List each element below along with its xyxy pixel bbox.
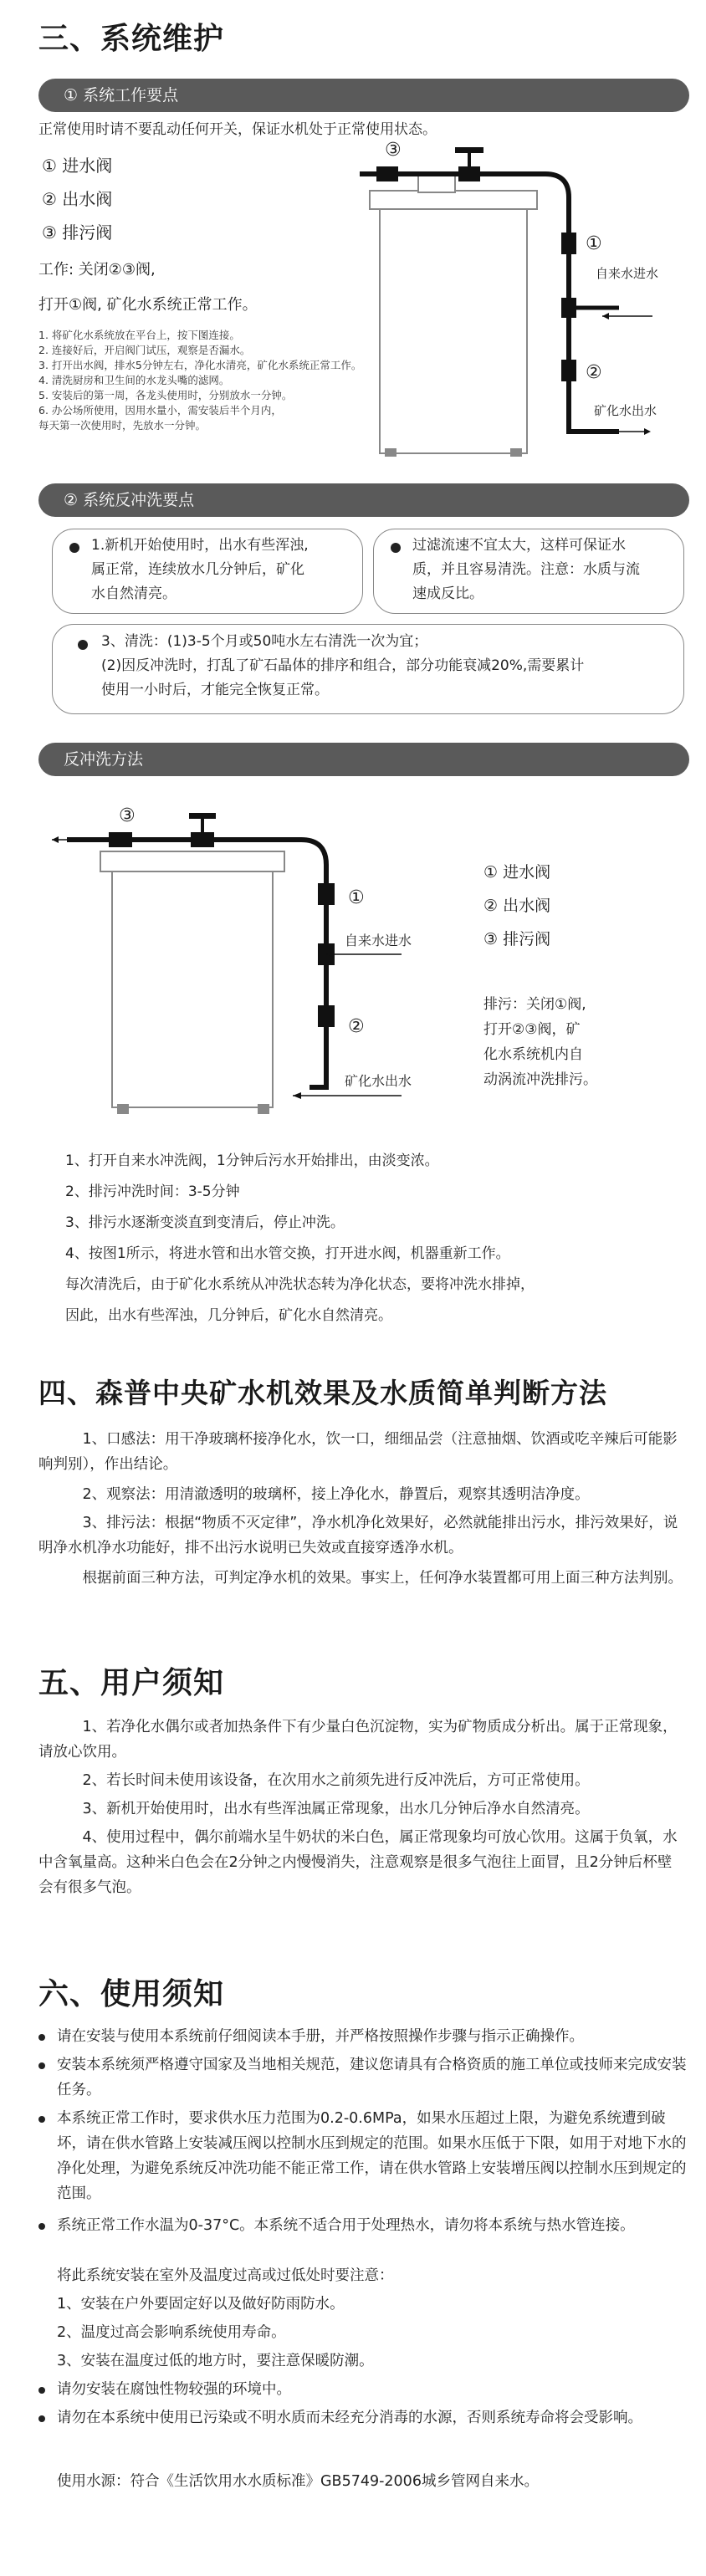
line: 排污：关闭①阀, — [483, 996, 586, 1013]
bullet-dot — [38, 2034, 45, 2041]
section-4-para-3: 3、排污法：根据“物质不灭定律”，净水机净化效果好，必然就能排出污水，排污效果好，说明净水机净水功能好，排不出污水说明已失效或直接穿透净水机。 — [38, 1515, 678, 1556]
section-bar-backwash-method — [38, 743, 689, 776]
section-5-para-4: 4、使用过程中，偶尔前端水呈牛奶状的米白色，属正常现象均可放心饮用。这属于负氧，水中含氧量高。这种米白色会在2分钟之内慢慢消失，注意观察是很多气泡往上面冒，且2分钟后杯壁会有很多气泡。 — [38, 1829, 678, 1896]
notice-item-4 — [38, 2213, 691, 2238]
notice-text: 系统正常工作水温为0-37°C。本系统不适合用于处理热水，请勿将本系统与热水管连接。 — [57, 2217, 635, 2234]
diagram1-label-1: ① — [586, 233, 602, 254]
tank-illustration — [100, 851, 284, 1114]
line: 过滤流速不宜太大，这样可保证水 — [412, 537, 626, 554]
top-valve — [458, 166, 480, 181]
line: 使用一小时后，才能完全恢复正常。 — [101, 682, 329, 698]
bullet-dot — [38, 2062, 45, 2069]
inlet-valve — [561, 233, 576, 254]
bar-label: ① 系统工作要点 — [64, 86, 179, 105]
drain-valve — [376, 166, 398, 181]
drain-valve — [109, 832, 132, 847]
notice-item-6 — [38, 2405, 691, 2430]
notice-subline-2: 1、安装在户外要固定好以及做好防雨防水。 — [57, 2296, 345, 2313]
note-box-2-text — [412, 534, 640, 606]
bullet-dot — [78, 640, 88, 650]
section-5-para-3: 3、新机开始使用时，出水有些浑浊属正常现象，出水几分钟后净水自然清亮。 — [82, 1801, 590, 1817]
line: 水自然清亮。 — [91, 585, 176, 602]
tank-illustration — [370, 172, 537, 457]
section-5-title: 五、用户须知 — [38, 1666, 225, 1700]
line: 打开②③阀，矿 — [483, 1021, 581, 1038]
diagram2-label-2: ② — [348, 1016, 365, 1037]
bullet-dot — [69, 543, 79, 553]
notice-text: 请勿安装在腐蚀性物较强的环境中。 — [57, 2381, 291, 2398]
diagram1-label-2: ② — [586, 362, 602, 383]
drain-instructions — [483, 992, 597, 1092]
section-4-title: 四、森普中央矿水机效果及水质简单判断方法 — [38, 1377, 607, 1409]
line: 化水系统机内自 — [483, 1046, 583, 1063]
line: 3、排污水逐渐变淡直到变清后，停止冲洗。 — [65, 1214, 345, 1231]
section-6-title: 六、使用须知 — [38, 1977, 225, 2011]
line: 3、清洗：(1)3-5个月或50吨水左右清洗一次为宜； — [101, 633, 428, 650]
work-line-2: 打开①阀, 矿化水系统正常工作。 — [38, 296, 258, 314]
diagram2-label-1: ① — [348, 887, 365, 908]
line: 1.新机开始使用时，出水有些浑浊, — [91, 537, 309, 554]
intro-text: 正常使用时请不要乱动任何开关，保证水机处于正常使用状态。 — [38, 121, 437, 138]
step-7: 每天第一次使用时，先放水一分钟。 — [38, 419, 207, 432]
system-diagram-1 — [351, 125, 703, 460]
section-5-para-1: 1、若净化水偶尔或者加热条件下有少量白色沉淀物，实为矿物质成分析出。属于正常现象，请放心饮用。 — [38, 1719, 678, 1761]
notice-text: 安装本系统须严格遵守国家及当地相关规范，建议您请具有合格资质的施工单位或技师来完成安装任务。 — [57, 2057, 687, 2098]
valve2-label-3: ③ 排污阀 — [483, 930, 551, 948]
valve-label-3: ③ 排污阀 — [42, 222, 113, 243]
outlet-valve — [318, 1005, 335, 1027]
diagram1-inlet-label: 自来水进水 — [596, 266, 659, 281]
water-source-note: 使用水源：符合《生活饮用水水质标准》GB5749-2006城乡管网自来水。 — [57, 2473, 539, 2490]
section-3-title: 三、系统维护 — [38, 22, 225, 56]
line: 4、按图1所示，将进水管和出水管交换，打开进水阀，机器重新工作。 — [65, 1245, 510, 1262]
line: 速成反比。 — [412, 585, 483, 602]
notice-subline-3: 2、温度过高会影响系统使用寿命。 — [57, 2324, 286, 2341]
step-6: 6. 办公场所使用，因用水量小，需安装后半个月内， — [38, 404, 282, 417]
notice-text: 本系统正常工作时，要求供水压力范围为0.2-0.6MPa，如果水压超过上限，为避免系统遭到破坏，请在供水管路上安装减压阀以控制水压到规定的范围。如果水压低于下限，如用于对地下水的净化处理，为避免系统反冲洗功能不能正常工作，请在供水管路上安装增压阀以控制水压到规定的范围。 — [57, 2110, 687, 2202]
bar-label: ② 系统反冲洗要点 — [64, 491, 195, 509]
top-valve — [191, 832, 214, 847]
system-diagram-2 — [50, 786, 443, 1121]
line: 1、打开自来水冲洗阀，1分钟后污水开始排出，由淡变浓。 — [65, 1153, 439, 1169]
line: 质，并且容易清洗。注意：水质与流 — [412, 561, 640, 578]
diagram1-label-3: ③ — [385, 140, 402, 161]
valve2-label-2: ② 出水阀 — [483, 897, 551, 915]
bullet-dot — [38, 2415, 45, 2422]
valve-label-1: ① 进水阀 — [42, 156, 113, 176]
bar-label: 反冲洗方法 — [64, 750, 144, 769]
notice-text: 请在安装与使用本系统前仔细阅读本手册，并严格按照操作步骤与指示正确操作。 — [57, 2028, 584, 2045]
bullet-dot — [391, 543, 401, 553]
notice-item-1 — [38, 2024, 691, 2049]
backwash-steps — [65, 1146, 535, 1331]
section-4-para-2: 2、观察法：用清澈透明的玻璃杯，接上净化水，静置后，观察其透明洁净度。 — [82, 1486, 590, 1503]
diagram2-outlet-label: 矿化水出水 — [345, 1073, 412, 1089]
line: (2)因反冲洗时，打乱了矿石晶体的排序和组合，部分功能衰减20%,需要累计 — [101, 657, 585, 674]
section-5-para-2: 2、若长时间未使用该设备，在次用水之前须先进行反冲洗后，方可正常使用。 — [82, 1772, 590, 1789]
outlet-valve — [561, 360, 576, 381]
notice-item-2 — [38, 2052, 691, 2103]
notice-subline-4: 3、安装在温度过低的地方时，要注意保暖防潮。 — [57, 2353, 374, 2369]
note-box-2 — [373, 529, 684, 614]
valve-label-2: ② 出水阀 — [42, 189, 113, 209]
section-bar-backwash-points — [38, 483, 689, 517]
line: 属正常，连续放水几分钟后，矿化 — [91, 561, 304, 578]
diagram1-outlet-label: 矿化水出水 — [594, 403, 657, 418]
step-5: 5. 安装后的第一周，各龙头使用时，分别放水一分钟。 — [38, 389, 293, 401]
step-3: 3. 打开出水阀，排水5分钟左右，净化水清亮，矿化水系统正常工作。 — [38, 359, 362, 371]
bullet-dot — [38, 2387, 45, 2394]
note-box-1-text — [91, 534, 309, 606]
note-box-1 — [52, 529, 363, 614]
inlet-valve — [318, 883, 335, 905]
line: 2、排污冲洗时间：3-5分钟 — [65, 1183, 240, 1200]
notice-item-5 — [38, 2377, 691, 2402]
work-line-1: 工作: 关闭②③阀, — [38, 261, 156, 279]
note-box-3-text — [101, 630, 584, 703]
note-box-3 — [52, 624, 684, 714]
section-4-para-4: 根据前面三种方法，可判定净水机的效果。事实上，任何净水装置都可用上面三种方法判别。 — [82, 1570, 683, 1587]
step-1: 1. 将矿化水系统放在平台上，按下图连接。 — [38, 329, 240, 341]
line: 动涡流冲洗排污。 — [483, 1071, 597, 1088]
step-2: 2. 连接好后，开启阀门试压，观察是否漏水。 — [38, 344, 251, 356]
notice-subline-1: 将此系统安装在室外及温度过高或过低处时要注意： — [57, 2267, 394, 2284]
notice-item-3 — [38, 2106, 691, 2206]
valve2-label-1: ① 进水阀 — [483, 863, 551, 882]
notice-text: 请勿在本系统中使用已污染或不明水质而未经充分消毒的水源，否则系统寿命将会受影响。 — [57, 2410, 642, 2426]
section-bar-work-points — [38, 79, 689, 112]
bullet-dot — [38, 2223, 45, 2230]
section-4-para-1: 1、口感法：用干净玻璃杯接净化水，饮一口，细细品尝（注意抽烟、饮酒或吃辛辣后可能影响判别），作出结论。 — [38, 1431, 678, 1473]
line: 因此，出水有些浑浊，几分钟后，矿化水自然清亮。 — [65, 1307, 392, 1324]
step-4: 4. 清洗厨房和卫生间的水龙头嘴的滤网。 — [38, 374, 230, 386]
diagram2-label-3: ③ — [119, 805, 136, 826]
line: 每次清洗后，由于矿化水系统从冲洗状态转为净化状态，要将冲洗水排掉， — [65, 1276, 535, 1293]
diagram2-inlet-label: 自来水进水 — [345, 933, 412, 948]
bullet-dot — [38, 2116, 45, 2123]
